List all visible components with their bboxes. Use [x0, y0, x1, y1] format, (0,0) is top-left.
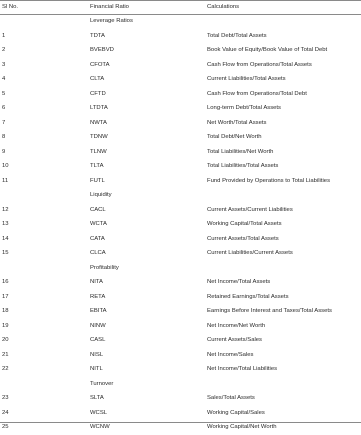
cell-ratio: CFOTA: [90, 61, 110, 68]
table-row: [0, 101, 361, 116]
bottom-rule: [0, 422, 361, 423]
section-header-row: [0, 261, 361, 276]
cell-sl-no: 7: [2, 119, 6, 126]
cell-ratio: CATA: [90, 235, 105, 242]
cell-sl-no: 2: [2, 47, 6, 53]
cell-calculation: Cash Flow from Operations/Total Assets: [207, 61, 312, 68]
table-row: [0, 391, 361, 406]
table-row: [0, 319, 361, 334]
cell-sl-no: 24: [2, 409, 9, 416]
cell-sl-no: 25: [2, 424, 9, 430]
cell-ratio: TDNW: [90, 134, 108, 140]
table-row: [0, 159, 361, 174]
cell-ratio: CFTD: [90, 90, 106, 97]
cell-ratio: TLNW: [90, 148, 107, 155]
cell-calculation: Total Debt/Net Worth: [207, 134, 262, 140]
cell-calculation: Retained Earnings/Total Assets: [207, 293, 289, 300]
cell-ratio: WCSL: [90, 409, 108, 416]
section-label: Turnover: [90, 380, 114, 387]
cell-ratio: CLCA: [90, 250, 106, 256]
cell-calculation: Fund Provided by Operations to Total Liabilities: [207, 177, 331, 184]
cell-sl-no: 3: [2, 61, 6, 68]
header-sl-no: Sl No.: [2, 4, 19, 10]
cell-calculation: Current Assets/Total Assets: [207, 235, 279, 242]
cell-sl-no: 20: [2, 337, 9, 343]
cell-calculation: Current Liabilities/Current Assets: [207, 250, 293, 256]
cell-calculation: Earnings Before Interest and Taxes/Total Assets: [207, 308, 332, 314]
cell-sl-no: 15: [2, 250, 9, 256]
cell-calculation: Working Capital/Net Worth: [207, 424, 277, 430]
cell-sl-no: 11: [2, 177, 9, 184]
table-row: [0, 130, 361, 145]
section-label: Liquidity: [90, 192, 112, 198]
cell-sl-no: 21: [2, 351, 9, 358]
cell-ratio: FUTL: [90, 177, 105, 184]
table-header-row: [0, 0, 361, 15]
cell-ratio: NITA: [90, 279, 103, 285]
cell-calculation: Current Assets/Current Liabilities: [207, 206, 293, 213]
cell-sl-no: 23: [2, 395, 9, 401]
cell-ratio: NITL: [90, 366, 103, 372]
cell-ratio: NWTA: [90, 119, 107, 126]
cell-ratio: CLTA: [90, 76, 105, 82]
cell-sl-no: 1: [2, 32, 6, 39]
table-row: [0, 406, 361, 421]
cell-sl-no: 9: [2, 148, 6, 155]
cell-ratio: TLTA: [90, 163, 104, 169]
cell-ratio: SLTA: [90, 395, 104, 401]
table-row: [0, 232, 361, 247]
cell-calculation: Long-term Debt/Total Assets: [207, 105, 281, 111]
cell-calculation: Net Income/Total Liabilities: [207, 366, 278, 372]
cell-sl-no: 17: [2, 293, 9, 300]
cell-sl-no: 5: [2, 90, 6, 97]
cell-ratio: CACL: [90, 206, 106, 213]
cell-sl-no: 8: [2, 134, 6, 140]
cell-sl-no: 6: [2, 105, 6, 111]
cell-calculation: Cash Flow from Operations/Total Debt: [207, 90, 307, 97]
cell-calculation: Book Value of Equity/Book Value of Total Debt: [207, 47, 328, 53]
table-row: [0, 43, 361, 58]
cell-calculation: Total Liabilities/Net Worth: [207, 148, 274, 155]
table-row: [0, 348, 361, 363]
table-row: [0, 304, 361, 319]
cell-calculation: Net Income/Net Worth: [207, 322, 266, 329]
cell-calculation: Net Income/Total Assets: [207, 279, 271, 285]
cell-calculation: Current Liabilities/Total Assets: [207, 76, 286, 82]
cell-ratio: CASL: [90, 337, 106, 343]
cell-calculation: Sales/Total Assets: [207, 395, 255, 401]
table-row: [0, 333, 361, 348]
cell-ratio: BVEBVD: [90, 47, 114, 53]
cell-sl-no: 13: [2, 221, 9, 227]
section-header-row: [0, 188, 361, 203]
table-row: [0, 58, 361, 73]
cell-ratio: NINW: [90, 322, 106, 329]
cell-sl-no: 12: [2, 206, 9, 213]
section-label: Profitability: [90, 264, 119, 271]
table-row: [0, 246, 361, 261]
cell-sl-no: 4: [2, 76, 6, 82]
cell-sl-no: 19: [2, 322, 9, 329]
table-row: [0, 72, 361, 87]
cell-sl-no: 16: [2, 279, 9, 285]
cell-ratio: RETA: [90, 293, 106, 300]
cell-sl-no: 22: [2, 366, 9, 372]
cell-ratio: NISL: [90, 351, 104, 358]
header-calculations: Calculations: [207, 4, 240, 10]
cell-ratio: EBITA: [90, 308, 107, 314]
table-row: [0, 290, 361, 305]
cell-calculation: Total Debt/Total Assets: [207, 32, 267, 39]
cell-calculation: Net Worth/Total Assets: [207, 119, 267, 126]
cell-ratio: TDTA: [90, 32, 105, 39]
cell-calculation: Net Income/Sales: [207, 351, 254, 358]
cell-sl-no: 18: [2, 308, 9, 314]
cell-ratio: WCTA: [90, 221, 107, 227]
header-financial-ratio: Financial Ratio: [90, 4, 129, 10]
table-row: [0, 217, 361, 232]
table-row: [0, 145, 361, 160]
cell-sl-no: 10: [2, 163, 9, 169]
cell-calculation: Total Liabilities/Total Assets: [207, 163, 279, 169]
cell-sl-no: 14: [2, 235, 9, 242]
table-row: [0, 87, 361, 102]
section-header-row: [0, 14, 361, 29]
section-header-row: [0, 377, 361, 392]
cell-calculation: Current Assets/Sales: [207, 337, 263, 343]
table-row: [0, 116, 361, 131]
table-row: [0, 203, 361, 218]
cell-calculation: Working Capital/Sales: [207, 409, 265, 416]
table-row: [0, 362, 361, 377]
table-row: [0, 29, 361, 44]
cell-ratio: LTDTA: [90, 105, 108, 111]
table-row: [0, 275, 361, 290]
table-row: [0, 174, 361, 189]
cell-ratio: WCNW: [90, 424, 110, 430]
section-label: Leverage Ratios: [90, 18, 133, 24]
cell-calculation: Working Capital/Total Assets: [207, 221, 282, 227]
